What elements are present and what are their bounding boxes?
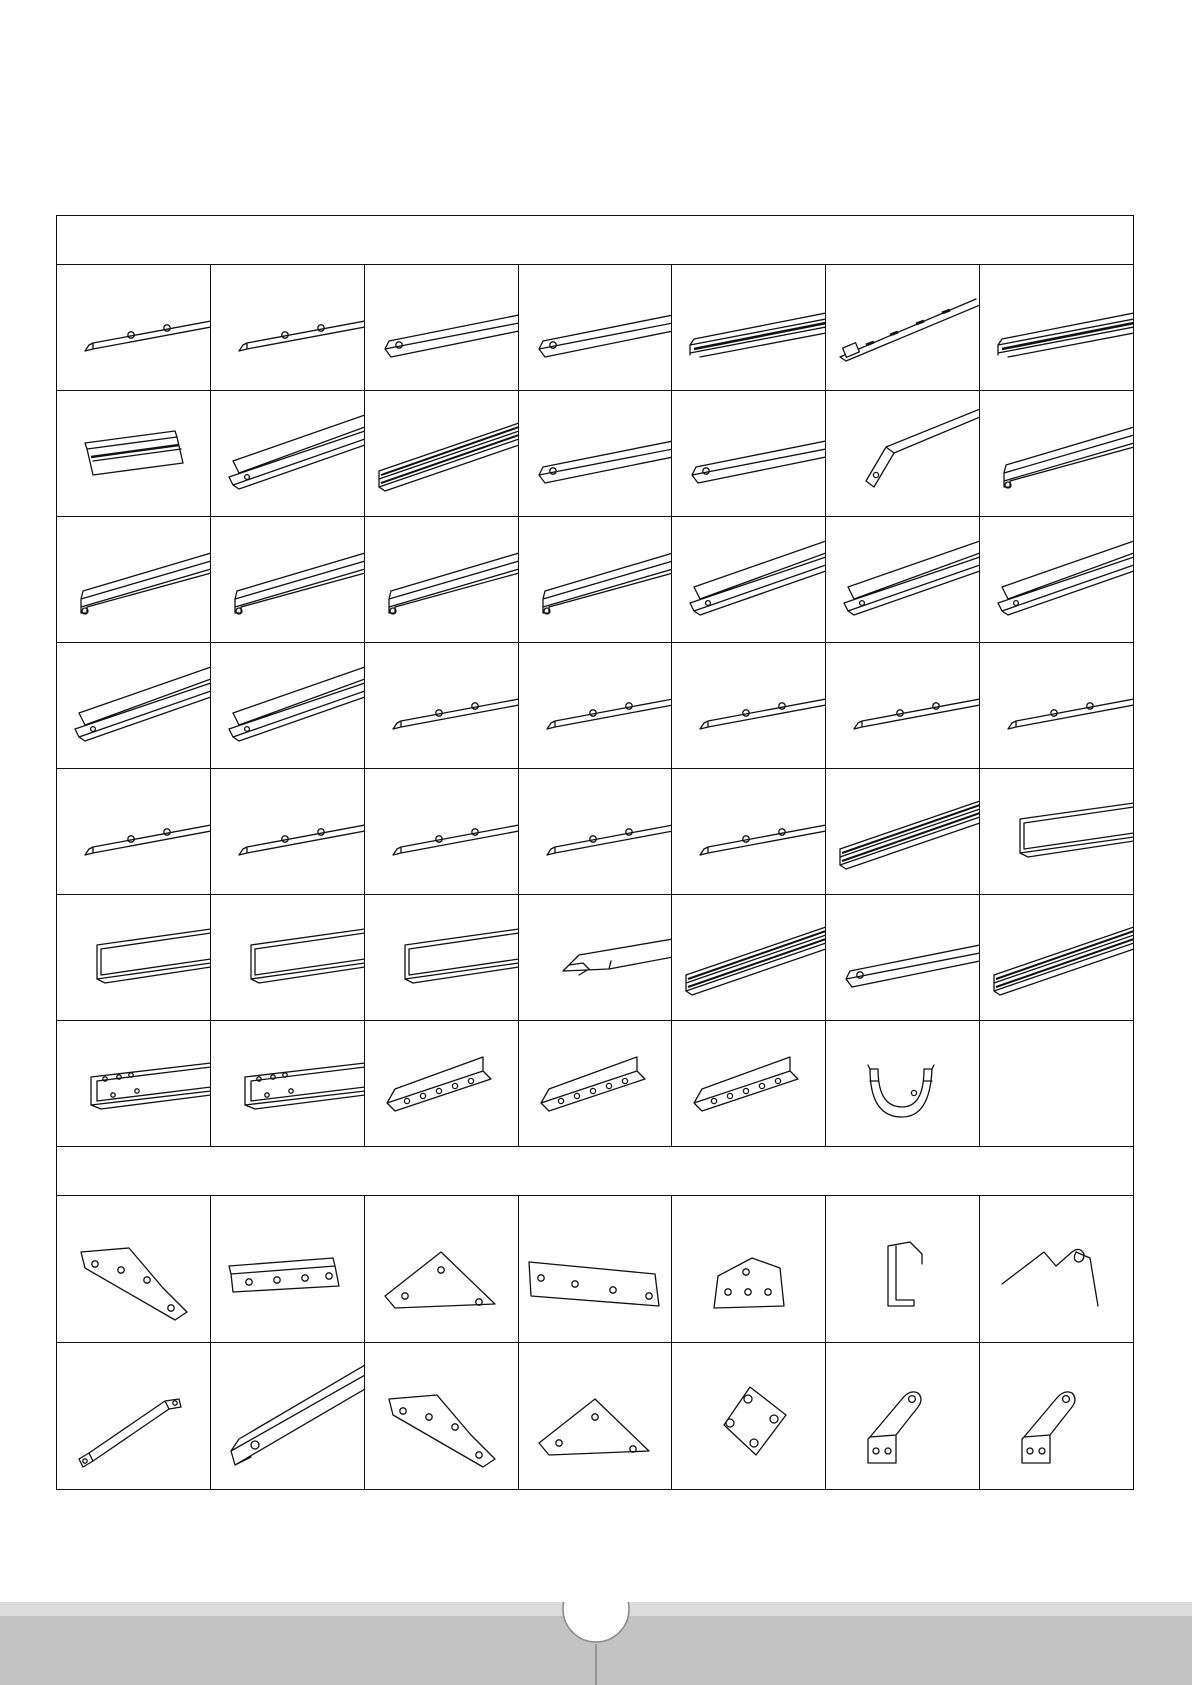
profile-cell: [826, 769, 980, 895]
profile-cell: [364, 643, 518, 769]
angle-profile-icon: [519, 769, 672, 894]
profile-row: [57, 769, 1134, 895]
pentagon-plate-icon: [672, 1196, 825, 1342]
profile-cell: [672, 643, 826, 769]
angle-profile-icon: [826, 643, 979, 768]
irregular-plate-icon: [57, 1196, 210, 1342]
profile-cell: [980, 769, 1134, 895]
footer-graphic: [0, 1602, 1192, 1685]
profile-cell: [364, 265, 518, 391]
channel-short-icon: [57, 391, 210, 516]
profile-row: [57, 517, 1134, 643]
profile-cell: [826, 517, 980, 643]
perforated-angle-icon: [672, 1021, 825, 1146]
irregular-plate-icon: [365, 1343, 518, 1489]
angle-profile-icon: [57, 769, 210, 894]
channel-profile-icon: [980, 769, 1133, 894]
accessory-cell: [364, 1196, 518, 1343]
angle-profile-icon: [211, 769, 364, 894]
t-profile-icon: [980, 517, 1133, 642]
ribbed-profile-icon: [365, 391, 518, 516]
profile-cell: [57, 391, 211, 517]
pipe-clamp-icon: [826, 1021, 979, 1146]
profile-cell: [980, 643, 1134, 769]
t-profile-icon: [826, 517, 979, 642]
profile-cell: [364, 895, 518, 1021]
profile-cell: [826, 265, 980, 391]
angle-profile-icon: [672, 643, 825, 768]
angle-profile-icon: [365, 769, 518, 894]
z-profile-icon: [519, 265, 672, 390]
profile-cell: [57, 769, 211, 895]
profile-cell: [672, 1021, 826, 1147]
footer-band: [0, 1602, 1192, 1685]
profile-cell: [826, 391, 980, 517]
profile-cell: [57, 265, 211, 391]
profile-cell: [518, 643, 672, 769]
profile-cell: [364, 769, 518, 895]
profile-cell: [518, 895, 672, 1021]
double-channel-icon: [672, 265, 825, 390]
profile-cell: [980, 895, 1134, 1021]
accessory-cell: [57, 1196, 211, 1343]
profile-cell: [672, 517, 826, 643]
t-profile-icon: [211, 643, 364, 768]
profile-cell: [364, 1021, 518, 1147]
l-bracket-icon: [980, 1343, 1133, 1489]
t-bulb-profile-icon: [519, 517, 672, 642]
angle-arm-icon: [211, 1343, 364, 1489]
profile-cell: [210, 265, 364, 391]
accessory-row: [57, 1343, 1134, 1490]
accessory-cell: [364, 1343, 518, 1490]
profile-cell: [210, 391, 364, 517]
angle-profile-icon: [365, 643, 518, 768]
accessory-cell: [672, 1196, 826, 1343]
bent-bracket-profile-icon: [826, 391, 979, 516]
accessory-cell: [210, 1343, 364, 1490]
catalog-table: [56, 215, 1134, 1490]
slotted-rail-icon: [826, 265, 979, 390]
profile-cell: [210, 517, 364, 643]
ribbed-profile-icon: [826, 769, 979, 894]
angle-profile-icon: [519, 643, 672, 768]
profile-cell: [57, 517, 211, 643]
profile-cell: [980, 265, 1134, 391]
profile-cell: [57, 643, 211, 769]
angle-profile-icon: [57, 265, 210, 390]
ribbed-profile-icon: [980, 895, 1133, 1020]
profiles-section-header: [57, 216, 1134, 265]
profile-row: [57, 391, 1134, 517]
profile-cell: [672, 769, 826, 895]
z-profile-icon: [672, 391, 825, 516]
accessory-cell: [210, 1196, 364, 1343]
profile-cell: [980, 391, 1134, 517]
profile-cell: [210, 1021, 364, 1147]
angle-profile-icon: [211, 265, 364, 390]
accessory-cell: [672, 1343, 826, 1490]
profile-cell: [210, 769, 364, 895]
profile-cell: [826, 643, 980, 769]
diamond-plate-icon: [672, 1343, 825, 1489]
t-bulb-profile-icon: [57, 517, 210, 642]
z-profile-icon: [826, 895, 979, 1020]
accessory-cell: [518, 1196, 672, 1343]
channel-profile-icon: [57, 895, 210, 1020]
profile-cell: [980, 1021, 1134, 1147]
channel-profile-icon: [365, 895, 518, 1020]
perforated-angle-icon: [519, 1021, 672, 1146]
channel-profile-icon: [211, 895, 364, 1020]
perforated-angle-icon: [365, 1021, 518, 1146]
accessory-cell: [57, 1343, 211, 1490]
perforated-channel-icon: [211, 1021, 364, 1146]
profile-cell: [210, 643, 364, 769]
z-profile-icon: [519, 391, 672, 516]
profile-cell: [364, 391, 518, 517]
angle-profile-icon: [980, 643, 1133, 768]
accessory-cell: [518, 1343, 672, 1490]
angle-profile-icon: [672, 769, 825, 894]
profile-cell: [980, 517, 1134, 643]
profile-cell: [57, 1021, 211, 1147]
profile-cell: [57, 895, 211, 1021]
accessories-section-header: [57, 1147, 1134, 1196]
t-bulb-profile-icon: [980, 391, 1133, 516]
profile-cell: [672, 265, 826, 391]
profile-cell: [364, 517, 518, 643]
profile-cell: [518, 1021, 672, 1147]
perforated-channel-icon: [57, 1021, 210, 1146]
profile-cell: [518, 517, 672, 643]
profile-row: [57, 895, 1134, 1021]
hook-clip-icon: [826, 1196, 979, 1342]
t-profile-icon: [672, 517, 825, 642]
notched-profile-icon: [519, 895, 672, 1020]
profile-cell: [672, 895, 826, 1021]
t-profile-icon: [57, 643, 210, 768]
strap-bracket-icon: [57, 1343, 210, 1489]
accessory-row: [57, 1196, 1134, 1343]
double-channel-icon: [980, 265, 1133, 390]
profile-row: [57, 265, 1134, 391]
l-bracket-icon: [826, 1343, 979, 1489]
profile-cell: [210, 895, 364, 1021]
triangle-plate-icon: [365, 1196, 518, 1342]
triangle-plate-icon: [519, 1343, 672, 1489]
profile-row: [57, 1021, 1134, 1147]
wire-spring-icon: [980, 1196, 1133, 1342]
ribbed-profile-icon: [672, 895, 825, 1020]
accessory-cell: [980, 1196, 1134, 1343]
profile-row: [57, 643, 1134, 769]
profile-cell: [518, 391, 672, 517]
profile-cell: [518, 769, 672, 895]
t-bulb-profile-icon: [365, 517, 518, 642]
accessory-cell: [980, 1343, 1134, 1490]
profile-cell: [826, 1021, 980, 1147]
t-profile-icon: [211, 391, 364, 516]
t-bulb-profile-icon: [211, 517, 364, 642]
flat-bar-icon: [519, 1196, 672, 1342]
accessory-cell: [826, 1196, 980, 1343]
profile-cell: [518, 265, 672, 391]
accessory-cell: [826, 1343, 980, 1490]
profile-cell: [826, 895, 980, 1021]
u-channel-icon: [211, 1196, 364, 1342]
z-profile-icon: [365, 265, 518, 390]
profile-cell: [672, 391, 826, 517]
